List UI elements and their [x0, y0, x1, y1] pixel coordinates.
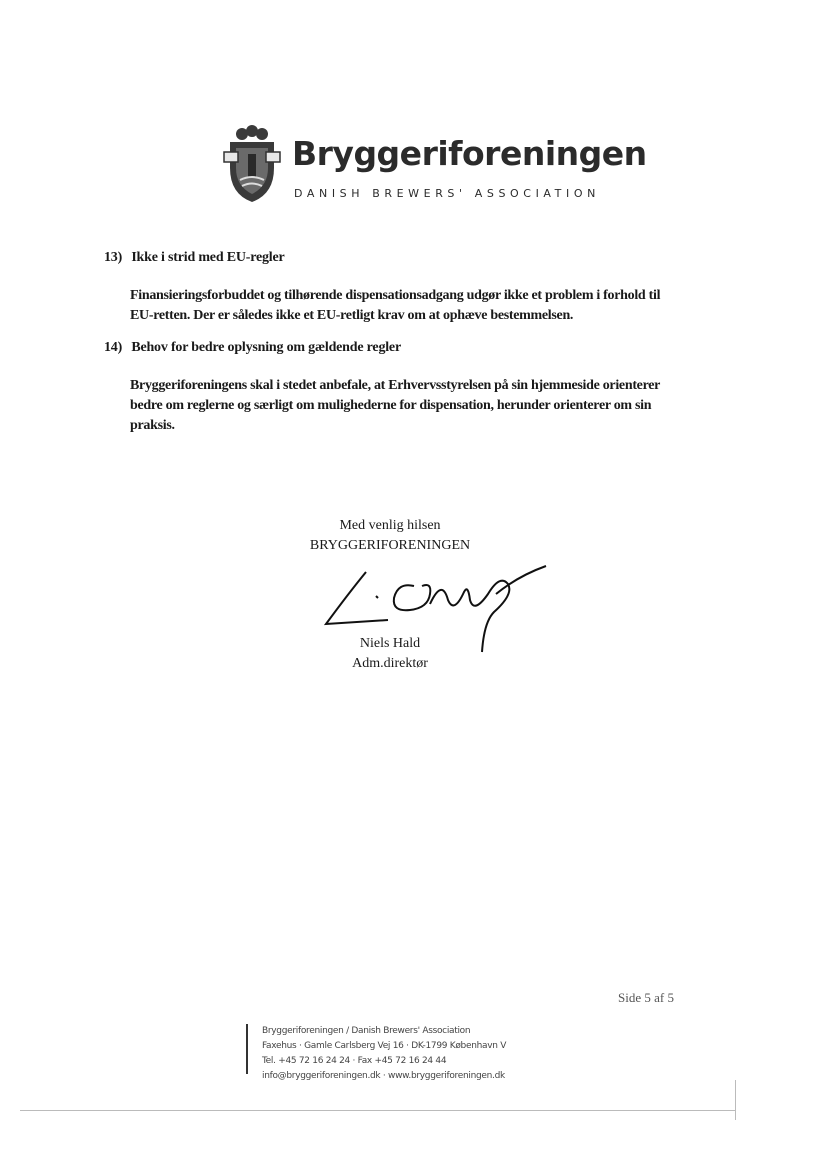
closing-greeting: Med venlig hilsen [339, 518, 441, 533]
section-14-title: Behov for bedre oplysning om gældende regler [131, 340, 401, 355]
footer-line-address: Faxehus · Gamle Carlsberg Vej 16 · DK-1799 København V [262, 1041, 507, 1051]
section-13-heading [104, 250, 285, 266]
scan-edge-right [735, 1080, 736, 1120]
brand-name: Bryggeriforeningen [292, 134, 647, 173]
section-14-number: 14) [104, 340, 123, 355]
footer-line-phone: Tel. +45 72 16 24 24 · Fax +45 72 16 24 44 [262, 1056, 447, 1066]
footer-line-name: Bryggeriforeningen / Danish Brewers' Association [262, 1026, 471, 1036]
association-crest-icon [222, 124, 282, 204]
signatory-name: Niels Hald [359, 636, 421, 651]
brand-tagline: DANISH BREWERS' ASSOCIATION [294, 187, 600, 200]
closing-organization: BRYGGERIFORENINGEN [309, 538, 471, 553]
section-14-heading [104, 340, 401, 356]
footer-divider [246, 1024, 248, 1074]
scan-edge-bottom [20, 1110, 736, 1111]
letterhead-logo [222, 124, 647, 208]
signatory-title: Adm.direktør [352, 656, 428, 671]
page-number: Side 5 af 5 [618, 990, 674, 1005]
footer-line-web: info@bryggeriforeningen.dk · www.bryggeriforeningen.dk [262, 1071, 505, 1081]
section-13-title: Ikke i strid med EU-regler [131, 250, 285, 265]
footer-address [262, 1024, 506, 1084]
section-13-number: 13) [104, 250, 123, 265]
section-14-body: Bryggeriforeningens skal i stedet anbefale, at Erhvervsstyrelsen på sin hjemmeside orienterer bedre om reglerne og særligt om mulighederne for dispensation, herunder orienterer om sin praksis. [130, 378, 660, 433]
section-13-body: Finansieringsforbuddet og tilhørende dispensationsadgang udgør ikke et problem i forhold til EU-retten. Der er således ikke et EU-retligt krav om at ophæve bestemmelsen. [130, 288, 661, 323]
